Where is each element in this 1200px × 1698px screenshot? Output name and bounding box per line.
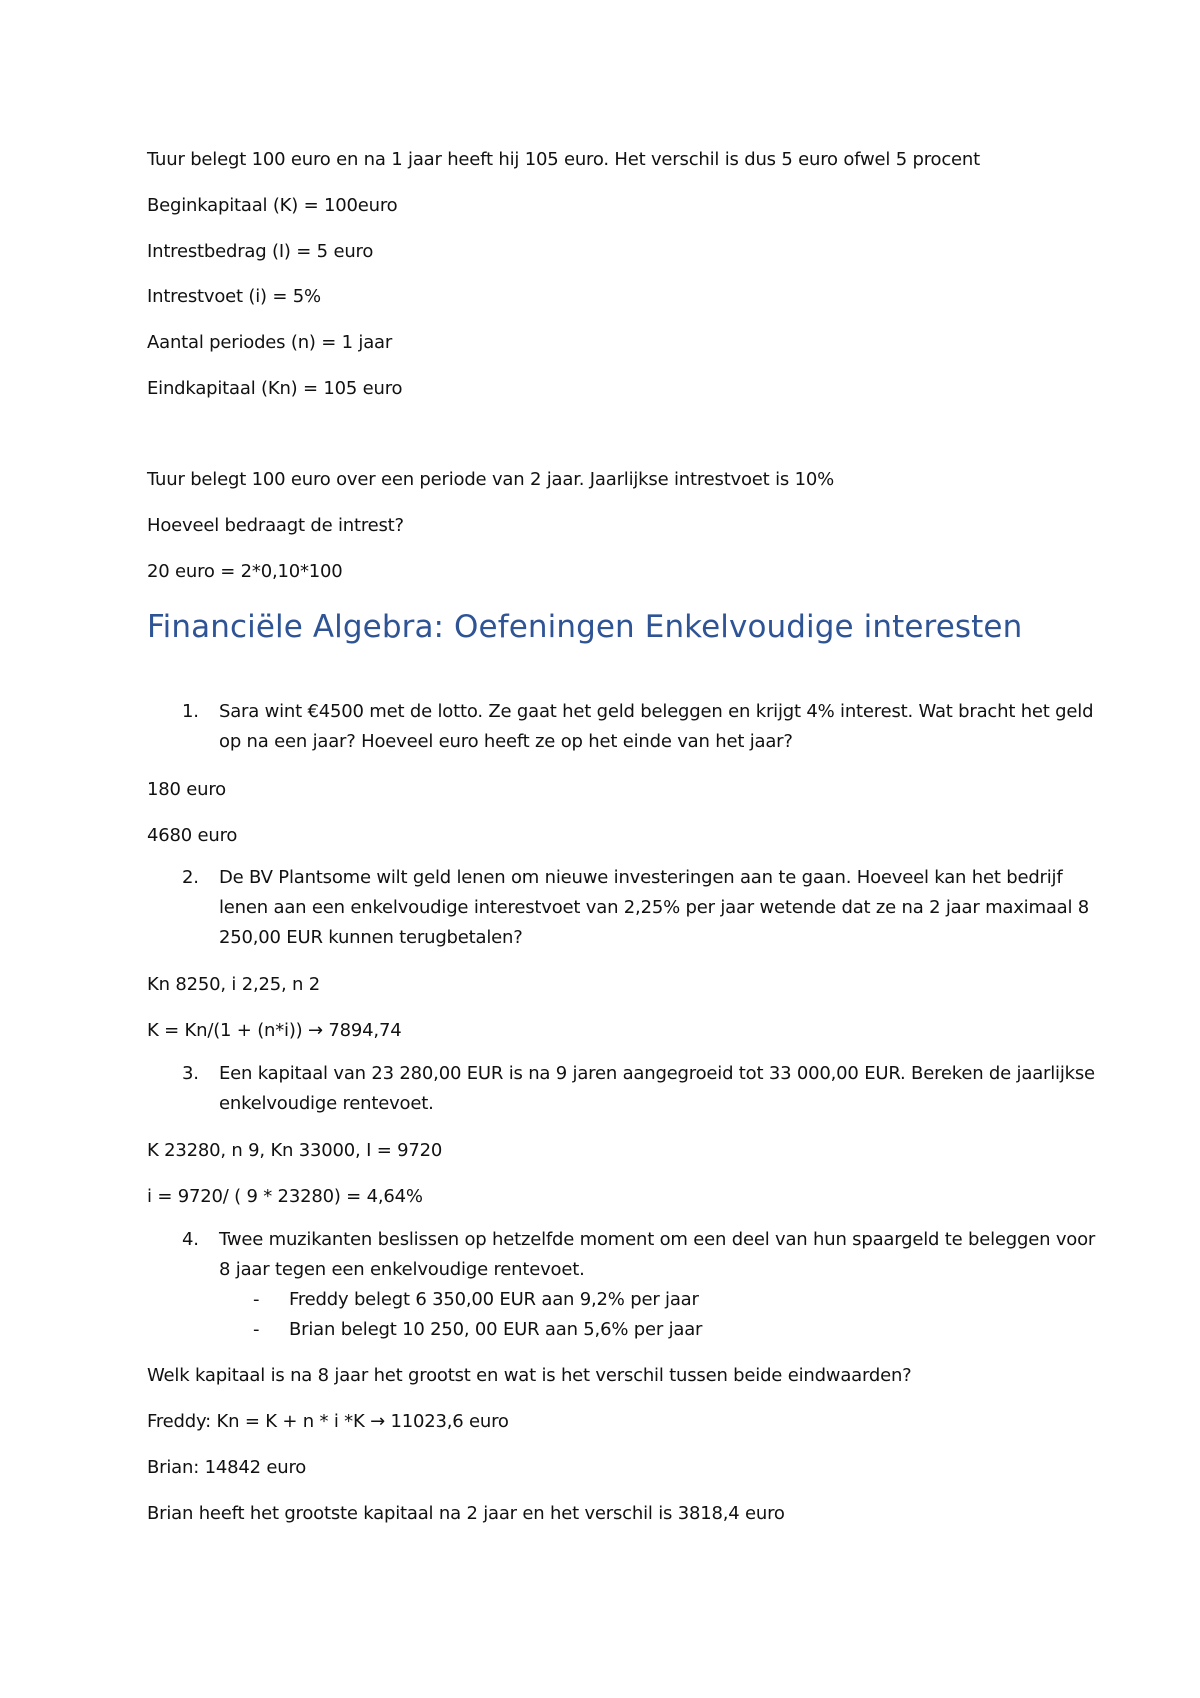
- intro-paragraph: Tuur belegt 100 euro over een periode van 2 jaar. Jaarlijkse intrestvoet is 10%: [147, 469, 834, 490]
- intro-paragraph: Intrestbedrag (I) = 5 euro: [147, 241, 374, 262]
- exercise-question: De BV Plantsome wilt geld lenen om nieuwe investeringen aan te gaan. Hoeveel kan het bedrijf lenen aan een enkelvoudige interestvoet van 2,25% per jaar wetende dat ze na 2 jaar maximaal 8 250,00 EUR kunnen terugbetalen?: [219, 867, 1090, 948]
- exercise-number: 1.: [182, 701, 199, 722]
- intro-paragraph: Intrestvoet (i) = 5%: [147, 286, 321, 307]
- section-heading: Financiële Algebra: Oefeningen Enkelvoudige interesten: [147, 609, 1023, 645]
- bullet-text: Freddy belegt 6 350,00 EUR aan 9,2% per jaar: [289, 1289, 699, 1310]
- exercise-answer: K 23280, n 9, Kn 33000, I = 9720: [147, 1140, 443, 1161]
- intro-paragraph: Eindkapitaal (Kn) = 105 euro: [147, 378, 403, 399]
- exercise-answer: 4680 euro: [147, 825, 238, 846]
- exercise-answer: Freddy: Kn = K + n * i *K → 11023,6 euro: [147, 1411, 509, 1432]
- exercise-2: [147, 863, 1090, 953]
- exercise-answer: i = 9720/ ( 9 * 23280) = 4,64%: [147, 1186, 423, 1207]
- exercise-number: 2.: [182, 867, 199, 888]
- bullet-dash: -: [253, 1289, 260, 1310]
- exercise-number: 4.: [182, 1229, 199, 1250]
- exercise-answer: Kn 8250, i 2,25, n 2: [147, 974, 321, 995]
- intro-paragraph: Hoeveel bedraagt de intrest?: [147, 515, 404, 536]
- exercise-answer: Brian heeft het grootste kapitaal na 2 jaar en het verschil is 3818,4 euro: [147, 1503, 785, 1524]
- bullet-text: Brian belegt 10 250, 00 EUR aan 5,6% per jaar: [289, 1319, 703, 1340]
- exercise-question: Twee muzikanten beslissen op hetzelfde moment om een deel van hun spaargeld te beleggen voor 8 jaar tegen een enkelvoudige rentevoet.: [219, 1229, 1096, 1280]
- exercise-answer: 180 euro: [147, 779, 226, 800]
- exercise-answer: Brian: 14842 euro: [147, 1457, 307, 1478]
- exercise-1: [147, 697, 1094, 757]
- exercise-question: Sara wint €4500 met de lotto. Ze gaat het geld beleggen en krijgt 4% interest. Wat bracht het geld op na een jaar? Hoeveel euro heeft ze op het einde van het jaar?: [219, 701, 1094, 752]
- exercise-question: Een kapitaal van 23 280,00 EUR is na 9 jaren aangegroeid tot 33 000,00 EUR. Bereken de jaarlijkse enkelvoudige rentevoet.: [219, 1063, 1095, 1114]
- exercise-answer: Welk kapitaal is na 8 jaar het grootst en wat is het verschil tussen beide eindwaarden?: [147, 1365, 912, 1386]
- exercise-4: [147, 1225, 1096, 1285]
- intro-paragraph: 20 euro = 2*0,10*100: [147, 561, 343, 582]
- exercise-answer: K = Kn/(1 + (n*i)) → 7894,74: [147, 1020, 402, 1041]
- exercise-number: 3.: [182, 1063, 199, 1084]
- intro-paragraph: Beginkapitaal (K) = 100euro: [147, 195, 398, 216]
- bullet-dash: -: [253, 1319, 260, 1340]
- intro-paragraph: Aantal periodes (n) = 1 jaar: [147, 332, 393, 353]
- exercise-3: [147, 1059, 1095, 1119]
- intro-paragraph: Tuur belegt 100 euro en na 1 jaar heeft hij 105 euro. Het verschil is dus 5 euro ofwel 5 procent: [147, 149, 980, 170]
